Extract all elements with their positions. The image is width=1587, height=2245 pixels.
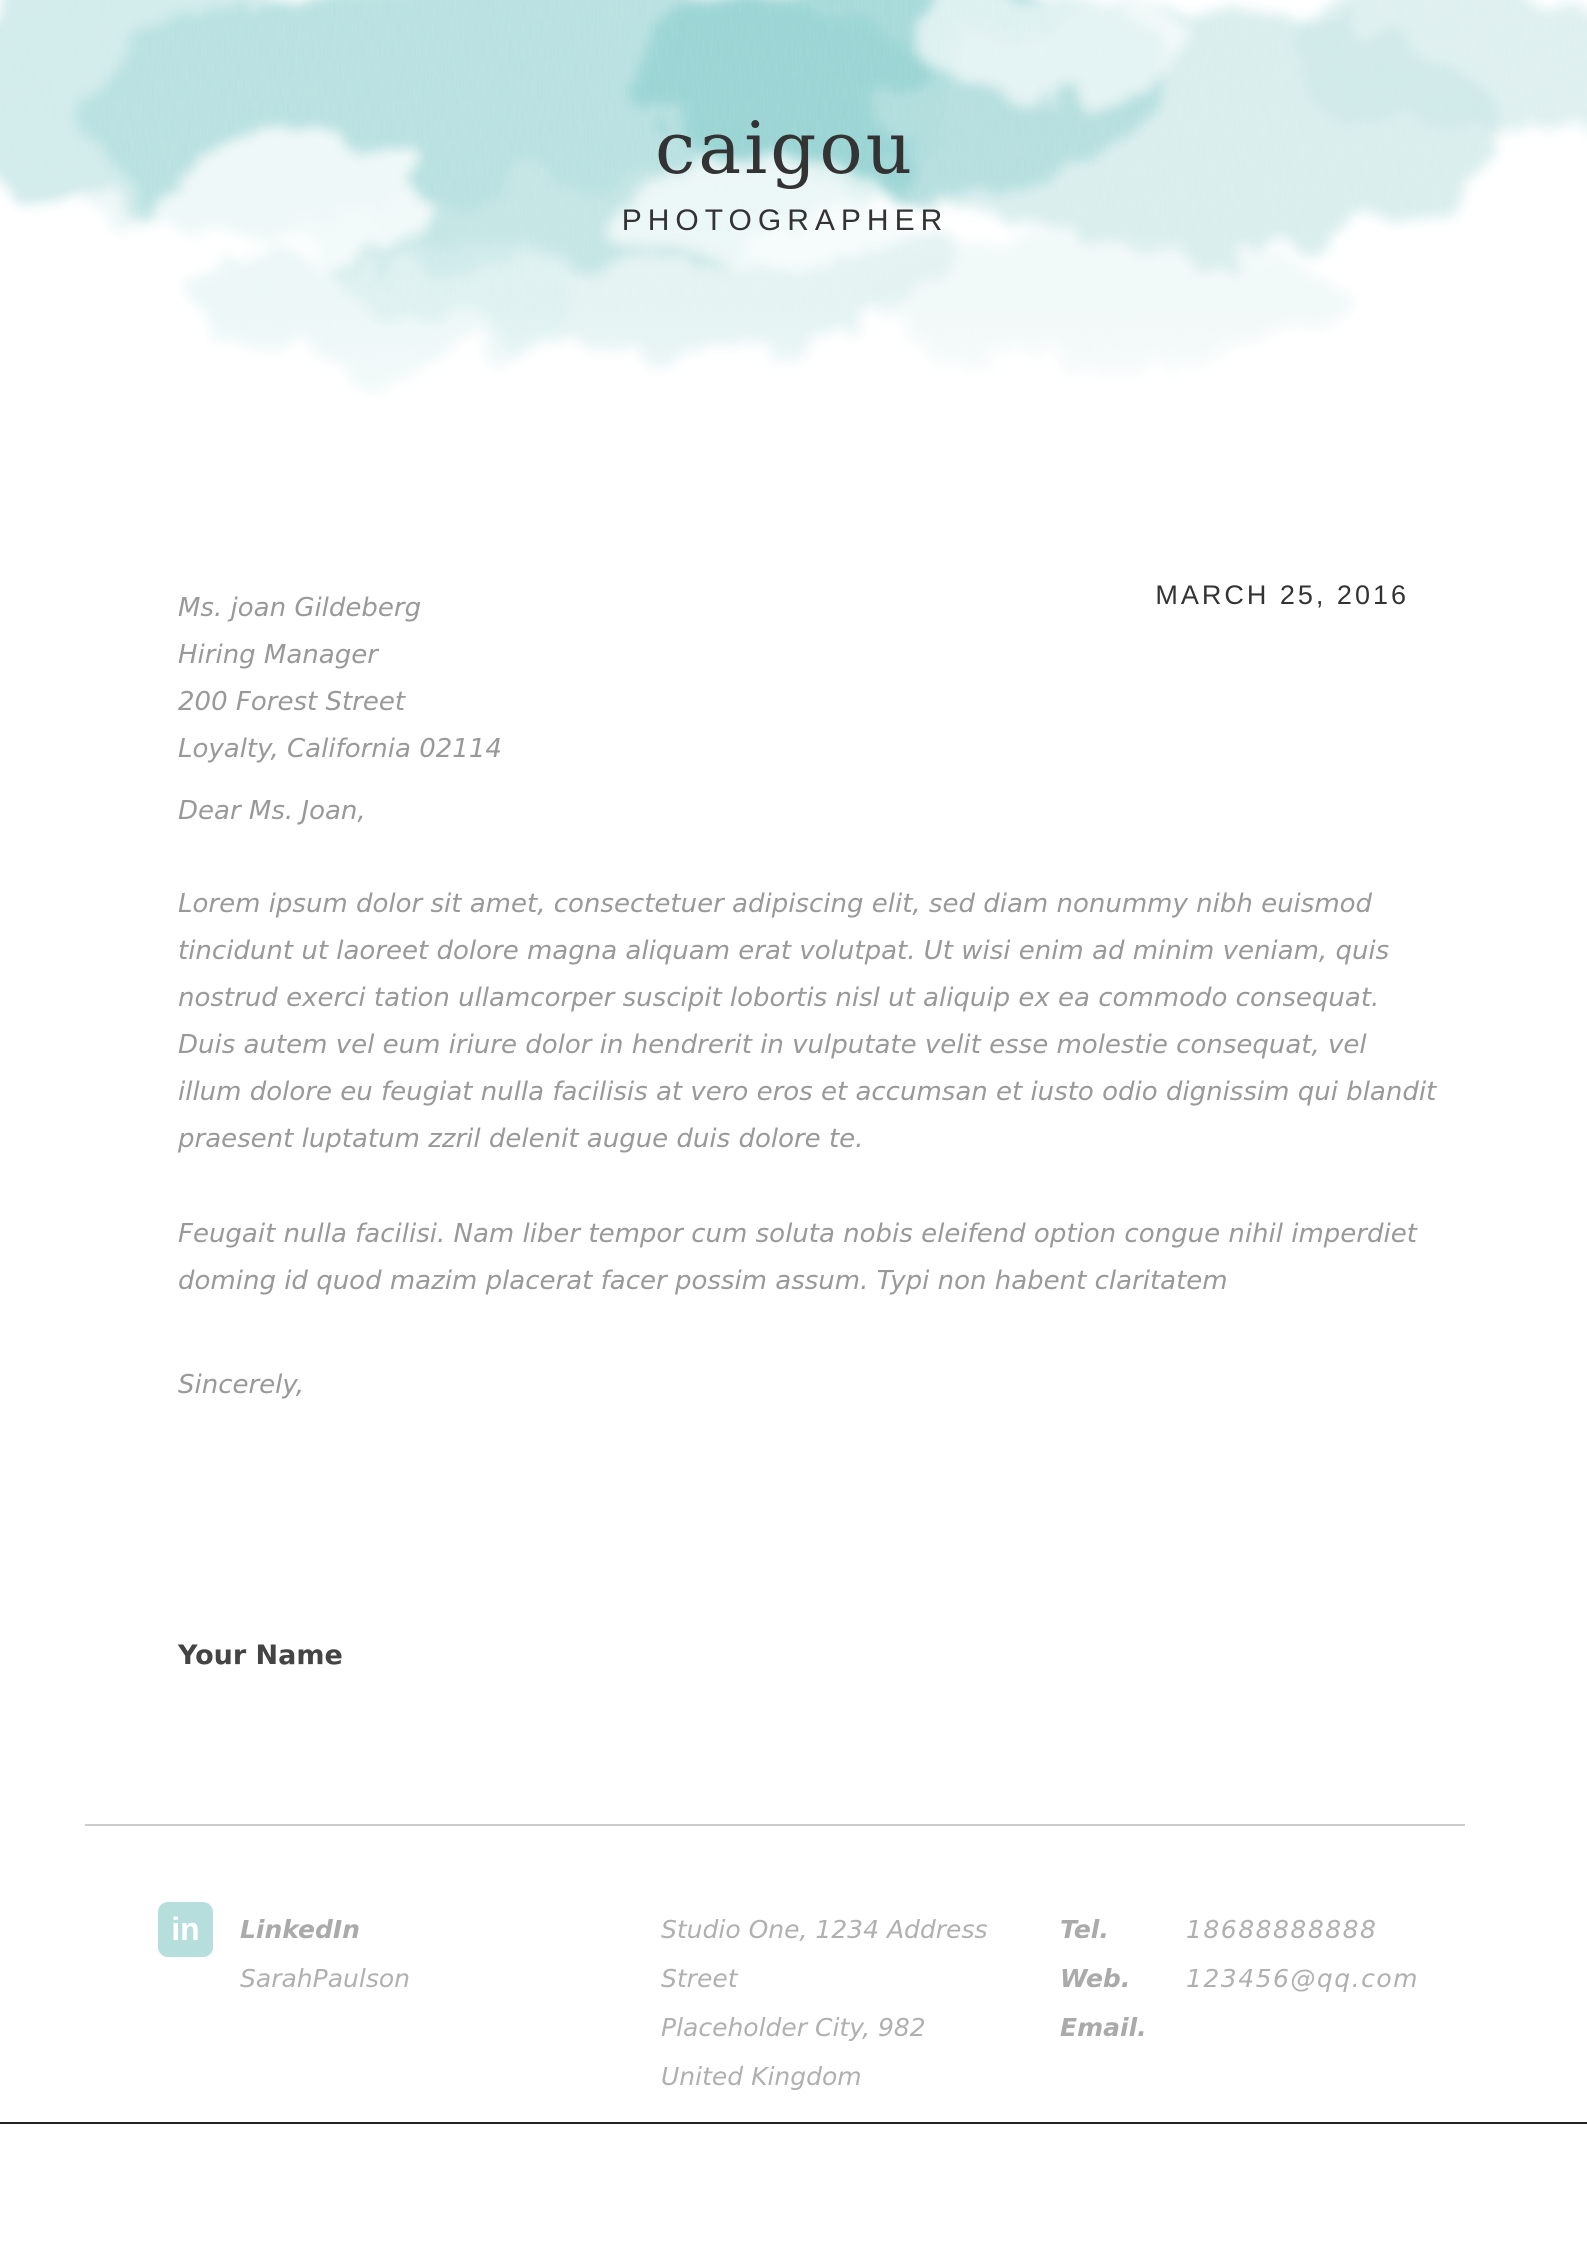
footer-divider — [85, 1824, 1465, 1826]
photographer-name: caigou — [654, 106, 916, 190]
web-label: Web. — [1060, 1964, 1131, 1993]
address-line: United Kingdom — [661, 2062, 862, 2091]
recipient-address-block — [178, 585, 502, 773]
recipient-position: Hiring Manager — [178, 640, 378, 670]
address-line: Street — [661, 1964, 738, 1993]
recipient-name: Ms. joan Gildeberg — [178, 593, 422, 623]
social-block — [240, 1905, 410, 2003]
letter-date: MARCH 25, 2016 — [1155, 580, 1409, 610]
web-value[interactable]: 123456@qq.com — [1186, 1964, 1420, 1993]
recipient-city: Loyalty, California 02114 — [178, 734, 502, 764]
social-network-label: LinkedIn — [240, 1915, 360, 1944]
signature-name: Your Name — [178, 1640, 343, 1671]
tel-label: Tel. — [1060, 1915, 1109, 1944]
tel-value[interactable]: 18688888888 — [1186, 1915, 1378, 1944]
job-title: PHOTOGRAPHER — [621, 204, 949, 237]
address-line: Placeholder City, 982 — [661, 2013, 926, 2042]
linkedin-icon[interactable]: in — [158, 1902, 213, 1957]
watercolor-header-background — [0, 0, 1587, 560]
body-paragraph: Feugait nulla facilisi. Nam liber tempor cum soluta nobis eleifend option congue nihil imperdiet doming id quod mazim placerat facer possim assum. Typi non habent claritatem — [178, 1219, 1417, 1296]
email-label: Email. — [1060, 2013, 1147, 2042]
social-handle[interactable]: SarahPaulson — [240, 1964, 410, 1993]
salutation: Dear Ms. Joan, — [178, 796, 366, 826]
footer-address — [661, 1905, 988, 2101]
page-bottom-rule — [0, 2122, 1587, 2124]
contact-values — [1186, 1905, 1419, 2003]
contact-labels — [1060, 1905, 1147, 2052]
closing: Sincerely, — [178, 1370, 305, 1400]
recipient-street: 200 Forest Street — [178, 687, 406, 717]
body-paragraph: Lorem ipsum dolor sit amet, consectetuer adipiscing elit, sed diam nonummy nibh euismod tincidunt ut laoreet dolore magna aliquam erat volutpat. Ut wisi enim ad minim veniam, quis nostrud exerci tation ullamcorper suscipit lobortis nisl ut aliquip ex ea commodo consequat. Duis autem vel eum iriure dolor in hendrerit in vulputate velit esse molestie consequat, vel illum dolore eu feugiat nulla facilisis at vero eros et accumsan et iusto odio dignissim qui blandit praesent luptatum zzril delenit augue duis dolore te. — [178, 889, 1437, 1154]
address-line: Studio One, 1234 Address — [661, 1915, 988, 1944]
